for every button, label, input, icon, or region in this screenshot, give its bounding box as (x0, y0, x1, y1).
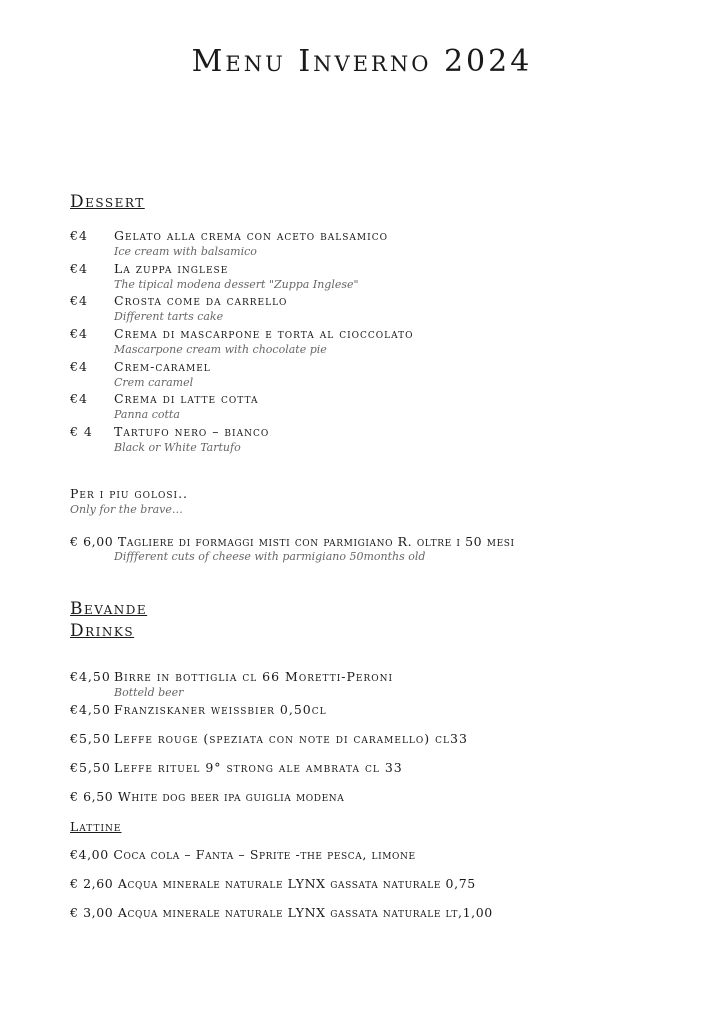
dessert-sub: Different tarts cake (114, 310, 224, 323)
dessert-name: La zuppa inglese (114, 261, 229, 276)
dessert-heading: Dessert (70, 192, 145, 212)
drink-name: Birre in bottiglia cl 66 Moretti-Peroni (114, 669, 394, 684)
drink-name: Leffe rouge (speziata con note di caramello) cl33 (114, 731, 468, 746)
dessert-price: €4 (70, 326, 88, 341)
acqua-item: € 2,60 Acqua minerale naturale LYNX gassata naturale 0,75 (70, 876, 476, 891)
white-dog-item: € 6,50 White dog beer ipa guiglia modena (70, 789, 345, 804)
dessert-name: Tartufo nero – bianco (114, 424, 270, 439)
coca-item: €4,00 Coca cola – Fanta – Sprite -the pesca, limone (70, 847, 416, 862)
drink-name: Franziskaner weissbier 0,50cl (114, 702, 327, 717)
dessert-name: Crema di latte cotta (114, 391, 259, 406)
dessert-sub: Panna cotta (114, 408, 180, 421)
dessert-name: Crema di mascarpone e torta al cioccolato (114, 326, 414, 341)
drink-price: €5,50 (70, 760, 111, 775)
dessert-name: Gelato alla crema con aceto balsamico (114, 228, 388, 243)
drinks-heading: Drinks (70, 621, 135, 641)
acqua-item: € 3,00 Acqua minerale naturale LYNX gassata naturale lt,1,00 (70, 905, 493, 920)
drink-price: €5,50 (70, 731, 111, 746)
dessert-sub: Crem caramel (114, 376, 194, 389)
dessert-name: Crosta come da carrello (114, 293, 288, 308)
dessert-item (70, 293, 287, 308)
golosi-heading: Per i piu golosi.. (70, 486, 189, 501)
drink-item (70, 669, 393, 684)
dessert-item (70, 424, 269, 439)
drink-price: €4,50 (70, 669, 111, 684)
dessert-price: €4 (70, 228, 88, 243)
drink-item (70, 760, 403, 775)
bevande-heading: Bevande (70, 599, 148, 619)
page-title: Menu Inverno 2024 (191, 44, 533, 79)
dessert-item (70, 261, 228, 276)
lattine-heading: Lattine (70, 819, 122, 834)
dessert-item (70, 391, 259, 406)
dessert-price: € 4 (70, 424, 93, 439)
dessert-price: €4 (70, 261, 88, 276)
drink-item (70, 731, 468, 746)
dessert-item (70, 228, 388, 243)
drink-name: Leffe rituel 9° strong ale ambrata cl 33 (114, 760, 403, 775)
dessert-sub: Mascarpone cream with chocolate pie (114, 343, 327, 356)
dessert-price: €4 (70, 359, 88, 374)
dessert-name: Crem-caramel (114, 359, 211, 374)
cheese-item: € 6,00 Tagliere di formaggi misti con parmigiano R. oltre i 50 mesi (70, 534, 515, 549)
drink-price: €4,50 (70, 702, 111, 717)
dessert-sub: Ice cream with balsamico (114, 245, 257, 258)
dessert-price: €4 (70, 293, 88, 308)
drink-item (70, 702, 327, 717)
dessert-item (70, 326, 414, 341)
dessert-item (70, 359, 211, 374)
golosi-sub: Only for the brave… (70, 503, 183, 516)
dessert-sub: The tipical modena dessert "Zuppa Inglese" (114, 278, 359, 291)
dessert-price: €4 (70, 391, 88, 406)
dessert-sub: Black or White Tartufo (114, 441, 241, 454)
drink-sub: Botteld beer (114, 686, 184, 699)
cheese-sub: Diffferent cuts of cheese with parmigiano 50months old (114, 550, 426, 563)
